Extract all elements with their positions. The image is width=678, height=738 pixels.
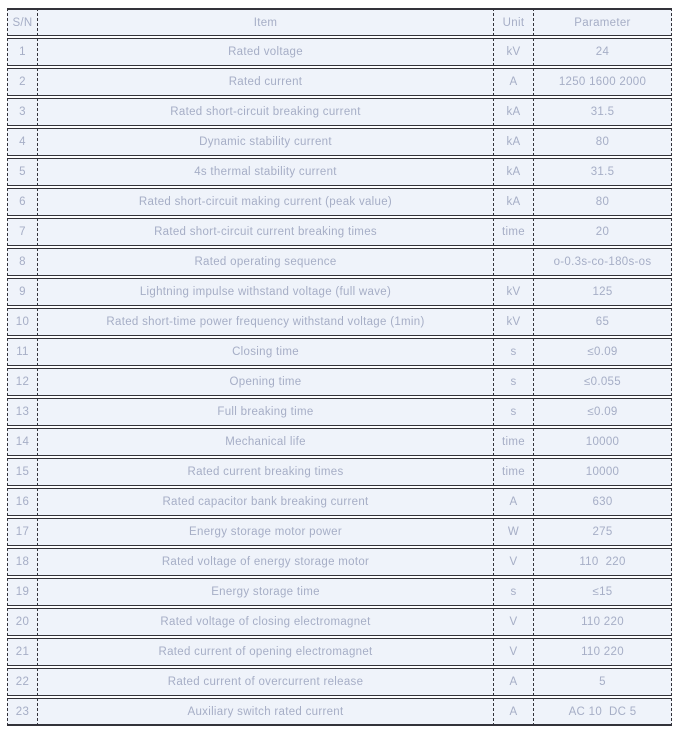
cell-parameter: 80 xyxy=(533,128,672,156)
cell-sn: 10 xyxy=(7,308,37,336)
cell-parameter: 31.5 xyxy=(533,98,672,126)
cell-parameter: 110 220 xyxy=(533,608,672,636)
cell-sn: 5 xyxy=(7,158,37,186)
table-row xyxy=(7,608,672,636)
cell-unit: V xyxy=(493,548,533,576)
cell-item: 4s thermal stability current xyxy=(37,158,493,186)
cell-unit: time xyxy=(493,428,533,456)
cell-sn: 13 xyxy=(7,398,37,426)
cell-item: Mechanical life xyxy=(37,428,493,456)
cell-item: Rated voltage of energy storage motor xyxy=(37,548,493,576)
cell-unit: W xyxy=(493,518,533,546)
spec-table xyxy=(7,6,672,728)
cell-parameter: 20 xyxy=(533,218,672,246)
cell-parameter: 31.5 xyxy=(533,158,672,186)
table-row xyxy=(7,578,672,606)
cell-parameter: ≤0.055 xyxy=(533,368,672,396)
cell-sn: 9 xyxy=(7,278,37,306)
cell-sn: 2 xyxy=(7,68,37,96)
table-row xyxy=(7,638,672,666)
cell-unit: s xyxy=(493,368,533,396)
table-row xyxy=(7,218,672,246)
cell-sn: 11 xyxy=(7,338,37,366)
cell-unit: A xyxy=(493,68,533,96)
table-row xyxy=(7,398,672,426)
table-row xyxy=(7,428,672,456)
cell-item: Rated current xyxy=(37,68,493,96)
cell-sn: 16 xyxy=(7,488,37,516)
cell-item: Rated short-circuit making current (peak value) xyxy=(37,188,493,216)
cell-parameter: o-0.3s-co-180s-os xyxy=(533,248,672,276)
table-row xyxy=(7,128,672,156)
cell-item: Rated operating sequence xyxy=(37,248,493,276)
table-row xyxy=(7,458,672,486)
cell-unit: kA xyxy=(493,188,533,216)
cell-item: Rated short-time power frequency withstand voltage (1min) xyxy=(37,308,493,336)
cell-item: Opening time xyxy=(37,368,493,396)
header-row xyxy=(7,8,672,36)
table-row xyxy=(7,698,672,726)
cell-unit: kA xyxy=(493,98,533,126)
cell-item: Rated voltage xyxy=(37,38,493,66)
table-row xyxy=(7,488,672,516)
cell-parameter: 5 xyxy=(533,668,672,696)
cell-unit: kA xyxy=(493,158,533,186)
cell-unit: time xyxy=(493,458,533,486)
cell-item: Dynamic stability current xyxy=(37,128,493,156)
cell-parameter: 630 xyxy=(533,488,672,516)
cell-unit: s xyxy=(493,338,533,366)
cell-item: Closing time xyxy=(37,338,493,366)
cell-sn: 21 xyxy=(7,638,37,666)
column-header-sn: S/N xyxy=(7,8,37,36)
table-row xyxy=(7,278,672,306)
table-row xyxy=(7,518,672,546)
column-header-unit: Unit xyxy=(493,8,533,36)
cell-item: Rated short-circuit current breaking times xyxy=(37,218,493,246)
cell-sn: 20 xyxy=(7,608,37,636)
cell-parameter: 10000 xyxy=(533,458,672,486)
cell-item: Energy storage motor power xyxy=(37,518,493,546)
table-row xyxy=(7,188,672,216)
cell-parameter: 24 xyxy=(533,38,672,66)
cell-parameter: ≤0.09 xyxy=(533,398,672,426)
cell-sn: 12 xyxy=(7,368,37,396)
cell-parameter: 1250 1600 2000 xyxy=(533,68,672,96)
table-row xyxy=(7,38,672,66)
column-header-parameter: Parameter xyxy=(533,8,672,36)
cell-sn: 8 xyxy=(7,248,37,276)
cell-parameter: ≤15 xyxy=(533,578,672,606)
cell-item: Rated capacitor bank breaking current xyxy=(37,488,493,516)
cell-sn: 19 xyxy=(7,578,37,606)
cell-item: Rated current of overcurrent release xyxy=(37,668,493,696)
cell-parameter: 125 xyxy=(533,278,672,306)
cell-sn: 17 xyxy=(7,518,37,546)
spec-table-header xyxy=(7,8,672,36)
column-header-item: Item xyxy=(37,8,493,36)
cell-parameter: 65 xyxy=(533,308,672,336)
cell-unit: kV xyxy=(493,308,533,336)
table-row xyxy=(7,248,672,276)
cell-sn: 1 xyxy=(7,38,37,66)
cell-unit: A xyxy=(493,698,533,726)
cell-sn: 15 xyxy=(7,458,37,486)
table-row xyxy=(7,338,672,366)
cell-unit: s xyxy=(493,398,533,426)
cell-sn: 7 xyxy=(7,218,37,246)
cell-item: Rated voltage of closing electromagnet xyxy=(37,608,493,636)
cell-sn: 14 xyxy=(7,428,37,456)
cell-parameter: 10000 xyxy=(533,428,672,456)
cell-item: Rated short-circuit breaking current xyxy=(37,98,493,126)
cell-sn: 6 xyxy=(7,188,37,216)
cell-item: Energy storage time xyxy=(37,578,493,606)
cell-unit: kA xyxy=(493,128,533,156)
cell-sn: 4 xyxy=(7,128,37,156)
cell-unit: A xyxy=(493,488,533,516)
cell-parameter: 80 xyxy=(533,188,672,216)
cell-unit: kV xyxy=(493,38,533,66)
cell-parameter: 110 220 xyxy=(533,638,672,666)
table-row xyxy=(7,548,672,576)
table-row xyxy=(7,98,672,126)
table-row xyxy=(7,158,672,186)
table-row xyxy=(7,368,672,396)
cell-sn: 22 xyxy=(7,668,37,696)
cell-unit xyxy=(493,248,533,276)
spec-table-body xyxy=(7,38,672,726)
cell-item: Auxiliary switch rated current xyxy=(37,698,493,726)
cell-sn: 3 xyxy=(7,98,37,126)
cell-item: Rated current breaking times xyxy=(37,458,493,486)
cell-unit: V xyxy=(493,608,533,636)
cell-parameter: ≤0.09 xyxy=(533,338,672,366)
cell-unit: kV xyxy=(493,278,533,306)
cell-parameter: 110 220 xyxy=(533,548,672,576)
cell-parameter: 275 xyxy=(533,518,672,546)
cell-sn: 18 xyxy=(7,548,37,576)
cell-unit: A xyxy=(493,668,533,696)
table-row xyxy=(7,668,672,696)
cell-item: Full breaking time xyxy=(37,398,493,426)
cell-unit: time xyxy=(493,218,533,246)
cell-item: Lightning impulse withstand voltage (full wave) xyxy=(37,278,493,306)
cell-item: Rated current of opening electromagnet xyxy=(37,638,493,666)
cell-unit: V xyxy=(493,638,533,666)
table-row xyxy=(7,308,672,336)
table-row xyxy=(7,68,672,96)
cell-unit: s xyxy=(493,578,533,606)
cell-sn: 23 xyxy=(7,698,37,726)
cell-parameter: AC 10 DC 5 xyxy=(533,698,672,726)
